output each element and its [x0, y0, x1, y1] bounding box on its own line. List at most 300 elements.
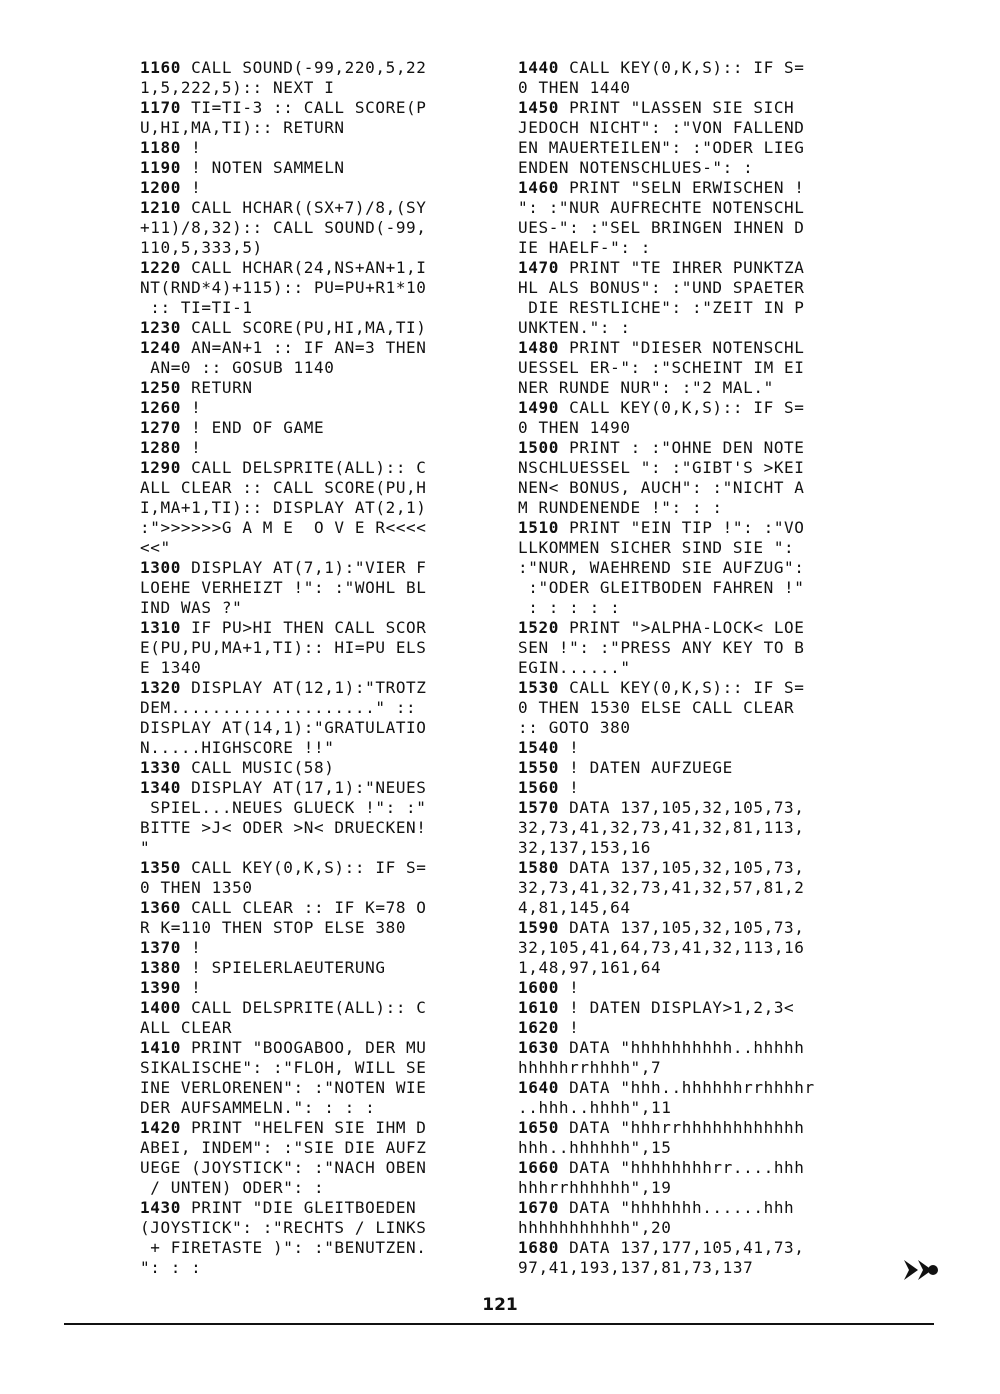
line-number: 1340 — [140, 778, 181, 797]
code-line — [518, 1078, 815, 1098]
code-line — [140, 278, 427, 298]
line-number: 1180 — [140, 138, 181, 157]
code-line — [518, 638, 815, 658]
code-line — [140, 818, 427, 838]
line-number: 1230 — [140, 318, 181, 337]
code-line — [518, 738, 815, 758]
code-line — [518, 1258, 815, 1278]
code-line — [140, 878, 427, 898]
code-text: PRINT "HELFEN SIE IHM D — [180, 1118, 427, 1137]
code-text: / UNTEN) ODER": : — [140, 1178, 325, 1197]
code-line — [518, 558, 815, 578]
line-number: 1260 — [140, 398, 181, 417]
code-line — [140, 738, 427, 758]
code-text: +11)/8,32):: CALL SOUND(-99, — [140, 218, 427, 237]
code-text: DISPLAY AT(7,1):"VIER F — [180, 558, 427, 577]
code-line — [140, 1218, 427, 1238]
code-text: DATA "hhh..hhhhhhrrhhhhr — [558, 1078, 815, 1097]
code-line — [140, 78, 427, 98]
code-text: 32,73,41,32,73,41,32,57,81,2 — [518, 878, 805, 897]
code-text: SEN !": :"PRESS ANY KEY TO B — [518, 638, 805, 657]
code-text: hhhhhrrhhhh",7 — [518, 1058, 662, 1077]
code-line — [518, 1218, 815, 1238]
line-number: 1550 — [518, 758, 559, 777]
code-text: I,MA+1,TI):: DISPLAY AT(2,1) — [140, 498, 427, 517]
code-text: :"NUR, WAEHREND SIE AUFZUG": — [518, 558, 805, 577]
code-text: PRINT "DIESER NOTENSCHL — [558, 338, 805, 357]
code-text: 32,73,41,32,73,41,32,81,113, — [518, 818, 805, 837]
code-text: CALL SCORE(PU,HI,MA,TI) — [180, 318, 427, 337]
code-line — [518, 878, 815, 898]
code-line — [140, 398, 427, 418]
listing-column-right — [518, 58, 815, 1278]
code-text: E(PU,PU,MA+1,TI):: HI=PU ELS — [140, 638, 427, 657]
double-arrow-right-icon — [902, 1258, 940, 1282]
code-text: ! — [180, 398, 202, 417]
code-text: NT(RND*4)+115):: PU=PU+R1*10 — [140, 278, 427, 297]
code-line — [518, 298, 815, 318]
line-number: 1540 — [518, 738, 559, 757]
code-line — [140, 998, 427, 1018]
code-line — [518, 238, 815, 258]
footer-rule — [64, 1323, 934, 1325]
code-text: :: GOTO 380 — [518, 718, 631, 737]
code-text: DISPLAY AT(12,1):"TROTZ — [180, 678, 427, 697]
code-text: AN=0 :: GOSUB 1140 — [140, 358, 335, 377]
code-line — [518, 698, 815, 718]
code-line — [140, 938, 427, 958]
code-line — [140, 238, 427, 258]
code-line — [140, 778, 427, 798]
code-line — [140, 218, 427, 238]
code-line — [518, 798, 815, 818]
code-line — [518, 138, 815, 158]
code-line — [140, 58, 427, 78]
code-text: DIE RESTLICHE": :"ZEIT IN P — [518, 298, 805, 317]
code-text: 32,105,41,64,73,41,32,113,16 — [518, 938, 805, 957]
code-line — [140, 198, 427, 218]
code-line — [140, 458, 427, 478]
code-line — [140, 438, 427, 458]
code-line — [140, 118, 427, 138]
code-text: 1,48,97,161,64 — [518, 958, 662, 977]
code-line — [140, 758, 427, 778]
line-number: 1390 — [140, 978, 181, 997]
code-line — [518, 158, 815, 178]
code-text: UEGE (JOYSTICK": :"NACH OBEN — [140, 1158, 427, 1177]
code-text: U,HI,MA,TI):: RETURN — [140, 118, 345, 137]
code-text: LLKOMMEN SICHER SIND SIE ": — [518, 538, 795, 557]
line-number: 1670 — [518, 1198, 559, 1217]
code-text: " — [140, 838, 151, 857]
code-line — [518, 1198, 815, 1218]
code-line — [518, 58, 815, 78]
code-line — [518, 458, 815, 478]
code-line — [518, 198, 815, 218]
code-line — [518, 478, 815, 498]
code-text: hhhrrhhhhhh",19 — [518, 1178, 672, 1197]
code-line — [140, 358, 427, 378]
code-line — [518, 178, 815, 198]
code-line — [518, 1058, 815, 1078]
line-number: 1560 — [518, 778, 559, 797]
code-line — [140, 1238, 427, 1258]
code-text: hhhhhhhhhhh",20 — [518, 1218, 672, 1237]
line-number: 1430 — [140, 1198, 181, 1217]
code-text: CALL KEY(0,K,S):: IF S= — [180, 858, 427, 877]
code-text: ! NOTEN SAMMELN — [180, 158, 345, 177]
line-number: 1660 — [518, 1158, 559, 1177]
code-line — [140, 298, 427, 318]
code-text: ! — [558, 738, 580, 757]
line-number: 1280 — [140, 438, 181, 457]
code-line — [140, 1178, 427, 1198]
code-text: NER RUNDE NUR": :"2 MAL." — [518, 378, 774, 397]
code-line — [518, 1238, 815, 1258]
line-number: 1600 — [518, 978, 559, 997]
code-text: M RUNDENENDE !": : : — [518, 498, 723, 517]
code-line — [518, 1178, 815, 1198]
code-line — [140, 898, 427, 918]
line-number: 1300 — [140, 558, 181, 577]
code-text: RETURN — [180, 378, 253, 397]
code-line — [518, 998, 815, 1018]
code-text: DATA "hhhhhhh......hhh — [558, 1198, 795, 1217]
code-text: JEDOCH NICHT": :"VON FALLEND — [518, 118, 805, 137]
code-text: HL ALS BONUS": :"UND SPAETER — [518, 278, 805, 297]
code-line — [518, 578, 815, 598]
code-text: ": : : — [140, 1258, 202, 1277]
code-text: 0 THEN 1350 — [140, 878, 253, 897]
code-text: DATA "hhhrrhhhhhhhhhhhh — [558, 1118, 805, 1137]
code-text: PRINT : :"OHNE DEN NOTE — [558, 438, 805, 457]
code-text: DISPLAY AT(17,1):"NEUES — [180, 778, 427, 797]
code-line — [518, 438, 815, 458]
code-text: PRINT ">ALPHA-LOCK< LOE — [558, 618, 805, 637]
line-number: 1190 — [140, 158, 181, 177]
code-line — [140, 1038, 427, 1058]
code-line — [518, 318, 815, 338]
line-number: 1170 — [140, 98, 181, 117]
line-number: 1420 — [140, 1118, 181, 1137]
line-number: 1490 — [518, 398, 559, 417]
line-number: 1220 — [140, 258, 181, 277]
code-text: DATA 137,177,105,41,73, — [558, 1238, 805, 1257]
code-line — [518, 1138, 815, 1158]
code-text: 97,41,193,137,81,73,137 — [518, 1258, 754, 1277]
line-number: 1630 — [518, 1038, 559, 1057]
code-line — [518, 258, 815, 278]
code-text: DATA "hhhhhhhhhh..hhhhh — [558, 1038, 805, 1057]
code-line — [518, 718, 815, 738]
code-line — [518, 1098, 815, 1118]
code-text: ! — [558, 778, 580, 797]
listing-column-left — [140, 58, 427, 1278]
code-text: CALL DELSPRITE(ALL):: C — [180, 998, 427, 1017]
code-line — [518, 958, 815, 978]
code-line — [140, 478, 427, 498]
code-line — [518, 938, 815, 958]
code-line — [140, 178, 427, 198]
code-text: :: TI=TI-1 — [140, 298, 253, 317]
code-text: ABEI, INDEM": :"SIE DIE AUFZ — [140, 1138, 427, 1157]
code-line — [518, 98, 815, 118]
code-text: UNKTEN.": : — [518, 318, 631, 337]
code-text: CALL MUSIC(58) — [180, 758, 335, 777]
page-number: 121 — [482, 1295, 518, 1315]
code-text: hhh..hhhhhh",15 — [518, 1138, 672, 1157]
code-line — [140, 1058, 427, 1078]
code-line — [140, 798, 427, 818]
code-text: 110,5,333,5) — [140, 238, 263, 257]
line-number: 1450 — [518, 98, 559, 117]
code-line — [140, 258, 427, 278]
line-number: 1650 — [518, 1118, 559, 1137]
code-text: 0 THEN 1490 — [518, 418, 631, 437]
code-text: PRINT "LASSEN SIE SICH — [558, 98, 795, 117]
code-line — [140, 338, 427, 358]
line-number: 1380 — [140, 958, 181, 977]
line-number: 1590 — [518, 918, 559, 937]
code-line — [140, 1198, 427, 1218]
code-text: 0 THEN 1440 — [518, 78, 631, 97]
code-text: DATA 137,105,32,105,73, — [558, 798, 805, 817]
line-number: 1570 — [518, 798, 559, 817]
line-number: 1370 — [140, 938, 181, 957]
code-text: CALL KEY(0,K,S):: IF S= — [558, 398, 805, 417]
line-number: 1400 — [140, 998, 181, 1017]
code-text: CALL KEY(0,K,S):: IF S= — [558, 58, 805, 77]
code-line — [140, 498, 427, 518]
code-text: DISPLAY AT(14,1):"GRATULATIO — [140, 718, 427, 737]
line-number: 1440 — [518, 58, 559, 77]
code-line — [140, 1158, 427, 1178]
code-line — [518, 858, 815, 878]
code-text: DATA 137,105,32,105,73, — [558, 918, 805, 937]
code-line — [140, 1258, 427, 1278]
code-line — [518, 498, 815, 518]
code-line — [518, 678, 815, 698]
code-line — [140, 138, 427, 158]
code-text: DEM...................." :: — [140, 698, 417, 717]
code-text: (JOYSTICK": :"RECHTS / LINKS — [140, 1218, 427, 1237]
code-text: ": :"NUR AUFRECHTE NOTENSCHL — [518, 198, 805, 217]
code-line — [140, 718, 427, 738]
line-number: 1530 — [518, 678, 559, 697]
code-text: UES-": :"SEL BRINGEN IHNEN D — [518, 218, 805, 237]
line-number: 1290 — [140, 458, 181, 477]
code-text: ! — [558, 978, 580, 997]
code-text: E 1340 — [140, 658, 202, 677]
code-line — [518, 398, 815, 418]
code-text: UESSEL ER-": :"SCHEINT IM EI — [518, 358, 805, 377]
code-text: AN=AN+1 :: IF AN=3 THEN — [180, 338, 427, 357]
code-line — [518, 618, 815, 638]
line-number: 1210 — [140, 198, 181, 217]
code-line — [518, 358, 815, 378]
code-text: :">>>>>>G A M E O V E R<<<< — [140, 518, 427, 537]
code-line — [518, 378, 815, 398]
line-number: 1460 — [518, 178, 559, 197]
line-number: 1680 — [518, 1238, 559, 1257]
code-text: 4,81,145,64 — [518, 898, 631, 917]
code-line — [140, 1138, 427, 1158]
code-line — [140, 918, 427, 938]
code-text: IE HAELF-": : — [518, 238, 652, 257]
line-number: 1320 — [140, 678, 181, 697]
code-line — [518, 658, 815, 678]
code-text: CALL CLEAR :: IF K=78 O — [180, 898, 427, 917]
line-number: 1470 — [518, 258, 559, 277]
code-text: ..hhh..hhhh",11 — [518, 1098, 672, 1117]
code-text: ! — [180, 178, 202, 197]
line-number: 1330 — [140, 758, 181, 777]
code-text: INE VERLORENEN": :"NOTEN WIE — [140, 1078, 427, 1097]
code-line — [140, 638, 427, 658]
code-text: PRINT "DIE GLEITBOEDEN — [180, 1198, 417, 1217]
code-line — [140, 98, 427, 118]
line-number: 1610 — [518, 998, 559, 1017]
code-text: ! DATEN DISPLAY>1,2,3< — [558, 998, 795, 1017]
code-text: DATA "hhhhhhhhrr....hhh — [558, 1158, 805, 1177]
code-line — [140, 678, 427, 698]
line-number: 1250 — [140, 378, 181, 397]
code-text: PRINT "BOOGABOO, DER MU — [180, 1038, 427, 1057]
code-text: 32,137,153,16 — [518, 838, 652, 857]
code-text: ! — [180, 978, 202, 997]
code-text: ! — [180, 438, 202, 457]
line-number: 1270 — [140, 418, 181, 437]
line-number: 1640 — [518, 1078, 559, 1097]
code-line — [518, 1038, 815, 1058]
code-line — [518, 338, 815, 358]
code-text: 1,5,222,5):: NEXT I — [140, 78, 335, 97]
code-text: N.....HIGHSCORE !!" — [140, 738, 335, 757]
code-text: LOEHE VERHEIZT !": :"WOHL BL — [140, 578, 427, 597]
line-number: 1240 — [140, 338, 181, 357]
code-line — [518, 898, 815, 918]
code-line — [518, 78, 815, 98]
code-line — [140, 1118, 427, 1138]
code-line — [518, 978, 815, 998]
code-text: EN MAUERTEILEN": :"ODER LIEG — [518, 138, 805, 157]
code-text: ALL CLEAR :: CALL SCORE(PU,H — [140, 478, 427, 497]
code-line — [518, 758, 815, 778]
code-text: CALL SOUND(-99,220,5,22 — [180, 58, 427, 77]
code-text: IND WAS ?" — [140, 598, 243, 617]
code-text: SIKALISCHE": :"FLOH, WILL SE — [140, 1058, 427, 1077]
code-text: ! SPIELERLAEUTERUNG — [180, 958, 386, 977]
code-line — [140, 1078, 427, 1098]
code-line — [518, 918, 815, 938]
code-line — [140, 558, 427, 578]
code-text: PRINT "EIN TIP !": :"VO — [558, 518, 805, 537]
code-line — [140, 858, 427, 878]
code-line — [140, 658, 427, 678]
line-number: 1520 — [518, 618, 559, 637]
code-line — [140, 618, 427, 638]
line-number: 1200 — [140, 178, 181, 197]
code-text: IF PU>HI THEN CALL SCOR — [180, 618, 427, 637]
code-text: ENDEN NOTENSCHLUES-": : — [518, 158, 754, 177]
code-line — [518, 818, 815, 838]
code-text: CALL DELSPRITE(ALL):: C — [180, 458, 427, 477]
code-line — [140, 598, 427, 618]
line-number: 1500 — [518, 438, 559, 457]
line-number: 1480 — [518, 338, 559, 357]
code-text: :"ODER GLEITBODEN FAHREN !" — [518, 578, 805, 597]
code-text: <<" — [140, 538, 171, 557]
code-text: ! — [558, 1018, 580, 1037]
code-text: R K=110 THEN STOP ELSE 380 — [140, 918, 407, 937]
code-line — [518, 1158, 815, 1178]
code-line — [518, 418, 815, 438]
line-number: 1620 — [518, 1018, 559, 1037]
line-number: 1410 — [140, 1038, 181, 1057]
code-text: DATA 137,105,32,105,73, — [558, 858, 805, 877]
code-text: ! — [180, 938, 202, 957]
code-line — [140, 698, 427, 718]
code-text: TI=TI-3 :: CALL SCORE(P — [180, 98, 427, 117]
code-text: ! END OF GAME — [180, 418, 325, 437]
code-line — [140, 1018, 427, 1038]
code-text: NEN< BONUS, AUCH": :"NICHT A — [518, 478, 805, 497]
code-line — [140, 978, 427, 998]
code-line — [518, 598, 815, 618]
line-number: 1310 — [140, 618, 181, 637]
code-text: DER AUFSAMMELN.": : : : — [140, 1098, 376, 1117]
code-text: SPIEL...NEUES GLUECK !": :" — [140, 798, 427, 817]
code-text: ALL CLEAR — [140, 1018, 233, 1037]
line-number: 1360 — [140, 898, 181, 917]
code-line — [518, 778, 815, 798]
code-text: CALL HCHAR((SX+7)/8,(SY — [180, 198, 427, 217]
code-text: ! — [180, 138, 202, 157]
code-text: 0 THEN 1530 ELSE CALL CLEAR — [518, 698, 795, 717]
code-text: CALL HCHAR(24,NS+AN+1,I — [180, 258, 427, 277]
code-line — [518, 218, 815, 238]
code-line — [518, 278, 815, 298]
code-text: CALL KEY(0,K,S):: IF S= — [558, 678, 805, 697]
code-text: ! DATEN AUFZUEGE — [558, 758, 733, 777]
code-text: PRINT "TE IHRER PUNKTZA — [558, 258, 805, 277]
line-number: 1510 — [518, 518, 559, 537]
code-text: EGIN......" — [518, 658, 631, 677]
code-line — [518, 1118, 815, 1138]
code-line — [140, 578, 427, 598]
code-line — [518, 1018, 815, 1038]
code-line — [140, 838, 427, 858]
code-line — [518, 518, 815, 538]
code-line — [140, 418, 427, 438]
code-text: PRINT "SELN ERWISCHEN ! — [558, 178, 805, 197]
code-line — [140, 158, 427, 178]
code-line — [140, 958, 427, 978]
line-number: 1160 — [140, 58, 181, 77]
code-line — [140, 518, 427, 538]
code-line — [518, 118, 815, 138]
code-line — [140, 378, 427, 398]
code-text: + FIRETASTE )": :"BENUTZEN. — [140, 1238, 427, 1257]
code-line — [518, 538, 815, 558]
code-text: NSCHLUESSEL ": :"GIBT'S >KEI — [518, 458, 805, 477]
code-line — [140, 538, 427, 558]
line-number: 1350 — [140, 858, 181, 877]
code-line — [140, 318, 427, 338]
line-number: 1580 — [518, 858, 559, 877]
code-text: BITTE >J< ODER >N< DRUECKEN! — [140, 818, 427, 837]
code-line — [518, 838, 815, 858]
